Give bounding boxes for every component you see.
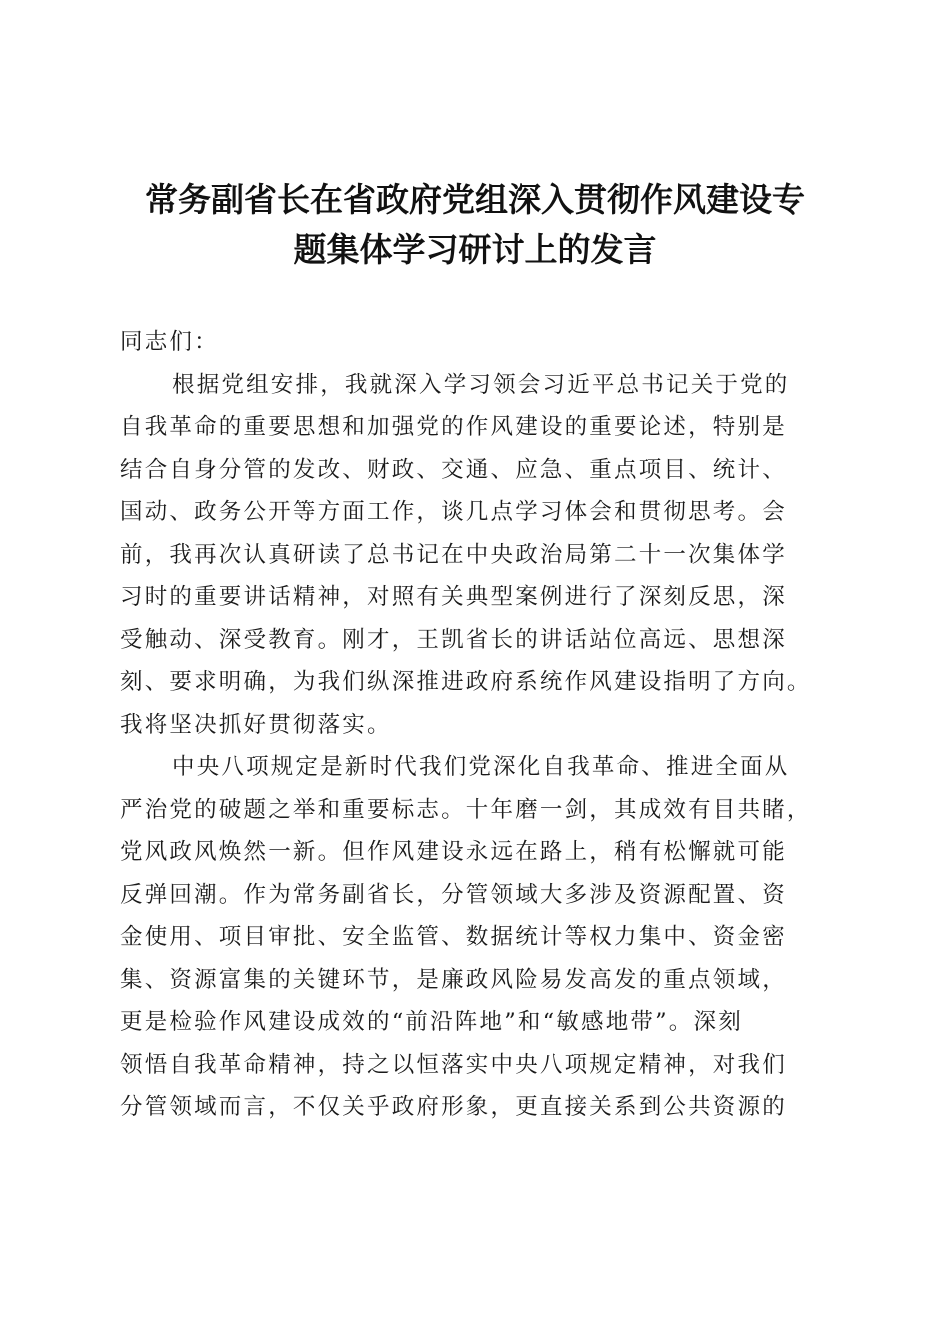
paragraph-line: 分管领域而言，不仅关乎政府形象，更直接关系到公共资源的 (120, 1094, 787, 1120)
paragraph-line: 党风政风焕然一新。但作风建设永远在路上，稍有松懈就可能 (120, 839, 787, 865)
paragraph-line: 前，我再次认真研读了总书记在中央政治局第二十一次集体学 (120, 541, 787, 568)
paragraph-line: 反弹回潮。作为常务副省长，分管领域大多涉及资源配置、资 (120, 881, 787, 908)
document-body (120, 321, 840, 1129)
paragraph-1 (120, 364, 840, 747)
document-title (100, 175, 850, 275)
paragraph-line: 集、资源富集的关键环节，是廉政风险易发高发的重点领域， (120, 966, 787, 993)
paragraph-2 (120, 746, 840, 1129)
paragraph-line: 根据党组安排，我就深入学习领会习近平总书记关于党的 (172, 371, 790, 398)
paragraph-line: 受触动、深受教育。刚才，王凯省长的讲话站位高远、思想深 (120, 626, 787, 653)
paragraph-line: 更是检验作风建设成效的“前沿阵地”和“敏感地带”。深刻 (120, 1009, 743, 1035)
paragraph-line: 领悟自我革命精神，持之以恒落实中央八项规定精神，对我们 (120, 1051, 787, 1078)
paragraph-line: 中央八项规定是新时代我们党深化自我革命、推进全面从 (172, 754, 790, 780)
paragraph-line: 国动、政务公开等方面工作，谈几点学习体会和贯彻思考。会 (120, 499, 787, 525)
paragraph-line: 严治党的破题之举和重要标志。十年磨一剑，其成效有目共睹， (120, 796, 812, 823)
paragraph-line: 结合自身分管的发改、财政、交通、应急、重点项目、统计、 (120, 456, 787, 483)
salutation: 同志们： (120, 329, 219, 355)
paragraph-line: 金使用、项目审批、安全监管、数据统计等权力集中、资金密 (120, 924, 787, 950)
paragraph-line: 习时的重要讲话精神，对照有关典型案例进行了深刻反思，深 (120, 584, 787, 610)
title-line-2: 题集体学习研讨上的发言 (293, 230, 657, 269)
paragraph-line: 刻、要求明确，为我们纵深推进政府系统作风建设指明了方向。 (120, 669, 812, 695)
paragraph-line: 我将坚决抓好贯彻落实。 (120, 711, 392, 738)
title-line-1: 常务副省长在省政府党组深入贯彻作风建设专 (145, 180, 805, 219)
paragraph-line: 自我革命的重要思想和加强党的作风建设的重要论述，特别是 (120, 414, 787, 440)
